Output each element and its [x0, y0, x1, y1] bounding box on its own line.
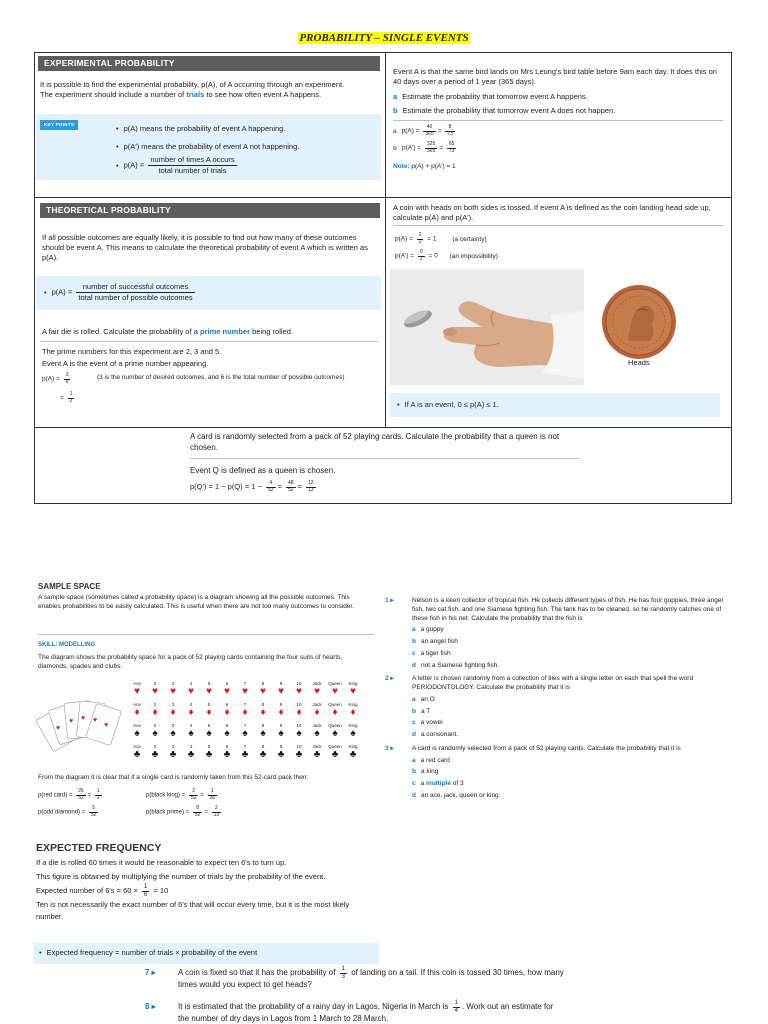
rank-label: 9	[279, 702, 283, 708]
rank-label: 5	[207, 702, 211, 708]
suit-icon: ♦	[170, 707, 176, 719]
suit-icon: ♦	[134, 707, 140, 719]
suit-icon: ♠	[260, 728, 266, 740]
rank-label: 6	[225, 681, 229, 686]
diagram-text: The diagram shows the probability space for a pack of 52 playing cards containing the four suits of hearts, diamonds, spades and clubs.	[38, 654, 343, 670]
rank-label: 4	[189, 681, 193, 686]
rank-label: 8	[261, 702, 265, 708]
rank-label: 8	[261, 744, 265, 750]
coin-calc-1: p(A) = $\frac{2}{2}$ = 1 (a certainty)	[395, 232, 487, 245]
suit-icon: ♥	[350, 686, 356, 698]
bird-answer-b: b p(A′) = $\frac{325}{365}$ = $\frac{65}{73}$	[393, 141, 455, 154]
bird-example: Event A is that the same bird lands on Mrs Leung's bird table before 9am each day. It does this on 40 days over a period of 1 year (365 days). a Estimate the probability that tomorrow event A happens. b Estimate the probability that tomorrow event A does not happen.	[393, 67, 717, 116]
rank-label: 2	[153, 744, 157, 750]
penny-heads-image	[600, 283, 678, 361]
key-point: • Expected frequency = number of trials × probability of the event	[39, 948, 257, 958]
key-point: • If A is an event, 0 ≤ p(A) ≤ 1.	[397, 400, 499, 410]
rank-label: 6	[225, 702, 229, 708]
rank-label: 3	[171, 681, 175, 686]
rank-label: 6	[225, 723, 229, 729]
rank-label: King	[348, 723, 358, 729]
exercise-part: d not a Siamese fighting fish.	[412, 661, 500, 669]
suit-icon: ♣	[259, 749, 267, 761]
table-divider	[385, 52, 386, 427]
exercise-part: c a tiger fish	[412, 649, 451, 657]
table-divider	[34, 427, 732, 428]
key-point: • p(A) means the probability of event A happening.	[116, 124, 285, 134]
key-points-box	[390, 393, 720, 417]
heads-label: Heads	[628, 358, 650, 367]
exercise-text: A letter is chosen randomly from a collection of tiles with a single letter on each that spell the word PERIODONTOLOGY. Calculate the probability that it is	[412, 675, 694, 692]
rank-label: King	[348, 681, 358, 686]
suit-icon: ♣	[223, 749, 231, 761]
divider	[40, 341, 378, 342]
key-points-box	[36, 276, 381, 310]
key-point: • p(A) = $\frac{\text{number of times A occurs}}{\text{total number of trials}}$	[116, 155, 239, 176]
suit-icon: ♥	[224, 686, 230, 698]
coin-calc-2: p(A′) = $\frac{0}{2}$ = 0 (an impossibility)	[395, 249, 498, 262]
divider	[38, 634, 374, 635]
svg-text:♥: ♥	[104, 722, 109, 729]
divider	[393, 120, 723, 121]
exercise-part: b an angel fish	[412, 638, 458, 646]
suit-icon: ♦	[350, 707, 356, 719]
rank-label: 3	[171, 723, 175, 729]
rank-label: 9	[279, 744, 283, 750]
suit-icon: ♦	[206, 707, 212, 719]
rank-label: 7	[243, 744, 247, 750]
exercise-part: c a multiple of 3	[412, 780, 464, 788]
suit-icon: ♣	[331, 749, 339, 761]
rank-label: 3	[171, 702, 175, 708]
die-question: A fair die is rolled. Calculate the probability of a prime number being rolled.	[42, 327, 293, 336]
suit-row	[128, 687, 362, 697]
rank-label: 3	[171, 744, 175, 750]
svg-text:♥: ♥	[93, 717, 98, 724]
question-7: 7 ▸ A coin is fixed so that it has the probability of $\frac{1}{3}$ of landing on a tail. If this coin is tossed 30 times, how many times would you expect to get heads?	[145, 966, 564, 990]
exercise-part: b a king	[412, 768, 439, 776]
suit-icon: ♠	[332, 728, 338, 740]
rank-label: 10	[296, 723, 302, 729]
suit-icon: ♥	[296, 686, 302, 698]
suit-icon: ♣	[313, 749, 321, 761]
exercise-part: c a vowel	[412, 719, 443, 727]
suit-icon: ♥	[332, 686, 338, 698]
prob-black-king: p(black king) = $\frac{2}{52}$ = $\frac{1}{26}$	[146, 788, 216, 801]
exercise	[385, 675, 730, 740]
die-calc-result: = $\frac{1}{2}$	[60, 391, 73, 404]
suit-icon: ♣	[295, 749, 303, 761]
rank-label: Ace	[133, 702, 141, 708]
rank-label: Jack	[312, 702, 322, 708]
rank-label: Queen	[328, 681, 342, 686]
rank-label: 4	[189, 723, 193, 729]
suit-icon: ♦	[260, 707, 266, 719]
suit-icon: ♥	[152, 686, 158, 698]
card-example: A card is randomly selected from a pack of 52 playing cards. Calculate the probability that a queen is not chosen.	[190, 432, 560, 452]
exercise-part: a a guppy	[412, 626, 444, 634]
rank-label: 5	[207, 723, 211, 729]
exercise-part: d an ace, jack, queen or king.	[412, 792, 501, 800]
rank-label: 2	[153, 702, 157, 708]
rank-label: Queen	[328, 744, 342, 750]
suit-icon: ♠	[188, 728, 194, 740]
card-calc: p(Q′) = 1 − p(Q) = 1 − $\frac{4}{52}$ = $\frac{48}{52}$ = $\frac{12}{13}$	[190, 480, 314, 493]
theoretical-intro: If all possible outcomes are equally likely, it is possible to find out how many of these outcomes should be event A. This means to calculate the theoretical probability of event A which is written as p(A).	[42, 233, 368, 263]
suit-icon: ♠	[152, 728, 158, 740]
prob-black-prime: p(black prime) = $\frac{8}{52}$ = $\frac{2}{13}$	[146, 805, 220, 818]
question-8: 8 ▸ It is estimated that the probability of a rainy day in Lagos, Nigeria in March is $\frac{1}{4}$ . Work out an estimate for the number of dry days in Lagos from 1 March to 28 March.	[145, 1000, 554, 1024]
svg-text:♥: ♥	[81, 715, 86, 722]
key-point: • p(A′) means the probability of event A not happening.	[116, 142, 299, 152]
suit-icon: ♠	[296, 728, 302, 740]
suit-icon: ♣	[241, 749, 249, 761]
suit-icon: ♣	[277, 749, 285, 761]
playing-cards-image	[36, 692, 124, 760]
suit-icon: ♦	[314, 707, 320, 719]
prob-red-card: p(red card) = $\frac{26}{52}$ = $\frac{1}{2}$	[38, 788, 100, 801]
suit-icon: ♥	[170, 686, 176, 698]
suit-icon: ♣	[205, 749, 213, 761]
suit-icon: ♠	[278, 728, 284, 740]
exercise-part: b a T	[412, 707, 431, 715]
suit-icon: ♠	[170, 728, 176, 740]
experimental-intro: It is possible to find the experimental probability, p(A), of A occurring through an experiment. The experiment should include a number of trials to see how often event A happens.	[40, 80, 345, 100]
expected-text: If a die is rolled 60 times it would be reasonable to expect ten 6's to turn up. This figure is obtained by multiplying the number of trials by the probability of the event. Expected number of 6's = 60 × $\frac{1}{6}$ = 10 Ten is not necessarily the exact number of 6's that will occur every time, but it is the most likely number.	[36, 858, 350, 922]
bird-answer-a: a p(A) = $\frac{40}{365}$ = $\frac{8}{73}$	[393, 124, 453, 137]
die-calc-note: (3 is the number of desired outcomes, and 6 is the total number of possible outcomes)	[97, 374, 345, 381]
suit-icon: ♦	[242, 707, 248, 719]
rank-label: 4	[189, 744, 193, 750]
coin-example: A coin with heads on both sides is tossed. If event A is defined as the coin landing head side up, calculate p(A) and p(A′).	[393, 203, 711, 223]
exercise-number: 2 ▸	[385, 675, 394, 683]
divider	[393, 225, 723, 226]
suit-icon: ♣	[187, 749, 195, 761]
suit-icon: ♠	[224, 728, 230, 740]
exercise	[385, 597, 730, 670]
suit-icon: ♥	[206, 686, 212, 698]
suit-icon: ♦	[278, 707, 284, 719]
key-points-box	[34, 943, 379, 964]
rank-label: Ace	[133, 681, 141, 686]
exercise-text: A card is randomly selected from a pack of 52 playing cards. Calculate the probability that it is	[412, 744, 681, 752]
rank-label: Jack	[312, 681, 322, 686]
exercise-part: a an O	[412, 695, 435, 703]
suit-icon: ♦	[188, 707, 194, 719]
svg-text:♥: ♥	[69, 718, 74, 725]
card-sample-space	[128, 681, 362, 760]
rank-label: 6	[225, 744, 229, 750]
rank-label: 9	[279, 681, 283, 686]
rank-label: Jack	[312, 723, 322, 729]
die-calc: p(A) = $\frac{3}{6}$	[42, 372, 69, 385]
fraction: $\frac{\text{number of times A occurs}}{\text{total number of trials}}$	[150, 155, 235, 176]
from-diagram-text: From the diagram it is clear that if a single card is randomly taken from this 52-card pack then:	[38, 774, 309, 781]
skill-label: SKILL: MODELLING	[38, 642, 95, 648]
suit-icon: ♠	[134, 728, 140, 740]
rank-label: King	[348, 744, 358, 750]
rank-label: King	[348, 702, 358, 708]
suit-row	[128, 729, 362, 739]
suit-icon: ♣	[151, 749, 159, 761]
suit-icon: ♦	[332, 707, 338, 719]
exercise-number: 1 ▸	[385, 597, 394, 604]
rank-label: 2	[153, 723, 157, 729]
suit-icon: ♥	[188, 686, 194, 698]
exercise-part: a a red card	[412, 756, 450, 764]
rank-label: Queen	[328, 702, 342, 708]
suit-icon: ♥	[314, 686, 320, 698]
suit-icon: ♥	[242, 686, 248, 698]
rank-label: 8	[261, 681, 265, 686]
exercise	[385, 745, 730, 801]
suit-row	[128, 750, 362, 760]
svg-text:♥: ♥	[56, 725, 61, 732]
exercise-part: d a consonant.	[412, 731, 459, 739]
rank-label: Ace	[133, 744, 141, 750]
rank-label: 5	[207, 744, 211, 750]
rank-label: 5	[207, 681, 211, 686]
suit-icon: ♦	[224, 707, 230, 719]
page-title: PROBABILITY – SINGLE EVENTS	[299, 32, 469, 44]
hand-tossing-coin-image	[390, 269, 584, 385]
rank-label: 9	[279, 723, 283, 729]
card-event: Event Q is defined as a queen is chosen.	[190, 466, 336, 475]
rank-label: 10	[296, 702, 302, 708]
theoretical-heading: THEORETICAL PROBABILITY	[40, 203, 380, 218]
expected-frequency-heading: EXPECTED FREQUENCY	[36, 842, 162, 854]
suit-icon: ♦	[152, 707, 158, 719]
divider	[190, 458, 580, 459]
exercise-text: Nelson is a keen collector of tropical fish. He collects different types of fish. He has four guppies, three angel fish, two cat fish, and one Siamese fighting fish. The tank has to be cleaned, so he randomly catches one of these fish in his net. Calculate the probability that the fish is	[412, 597, 723, 622]
suit-icon: ♠	[206, 728, 212, 740]
suit-icon: ♠	[242, 728, 248, 740]
suit-icon: ♥	[260, 686, 266, 698]
prob-odd-diamond: p(odd diamond) = $\frac{5}{52}$	[38, 805, 97, 818]
suit-icon: ♣	[349, 749, 357, 761]
rank-label: 7	[243, 723, 247, 729]
experimental-heading: EXPERIMENTAL PROBABILITY	[38, 56, 380, 71]
exercise-number: 3 ▸	[385, 744, 394, 752]
sample-space-text: A sample space (sometimes called a probability space) is a diagram showing all the possible outcomes. This enables probabilities to be easily calculated. This is useful when there are not too many outcomes to consider.	[38, 594, 355, 610]
key-point: • p(A) = $\frac{\text{number of successful outcomes}}{\text{total number of possible outcomes}}$	[44, 282, 197, 303]
sample-space-heading: SAMPLE SPACE	[38, 582, 101, 591]
table-divider	[34, 197, 732, 198]
rank-label: 7	[243, 681, 247, 686]
suit-icon: ♠	[314, 728, 320, 740]
rank-label: Jack	[312, 744, 322, 750]
bird-note: Note: p(A) + p(A′) = 1	[393, 163, 456, 170]
rank-label: 10	[296, 681, 302, 686]
suit-icon: ♠	[350, 728, 356, 740]
rank-label: 2	[153, 681, 157, 686]
rank-label: 10	[296, 744, 302, 750]
suit-icon: ♥	[134, 686, 140, 698]
rank-label: 7	[243, 702, 247, 708]
suit-row	[128, 708, 362, 718]
rank-label: 8	[261, 723, 265, 729]
die-solution: The prime numbers for this experiment are 2, 3 and 5. Event A is the event of a prime number appearing.	[42, 347, 222, 369]
rank-label: Ace	[133, 723, 141, 729]
suit-icon: ♣	[133, 749, 141, 761]
rank-label: 4	[189, 702, 193, 708]
exercise-list	[385, 597, 730, 806]
suit-icon: ♦	[296, 707, 302, 719]
suit-icon: ♣	[169, 749, 177, 761]
key-points-box	[36, 114, 381, 180]
suit-icon: ♥	[278, 686, 284, 698]
key-points-label: KEY POINTS	[40, 120, 78, 130]
rank-label: Queen	[328, 723, 342, 729]
